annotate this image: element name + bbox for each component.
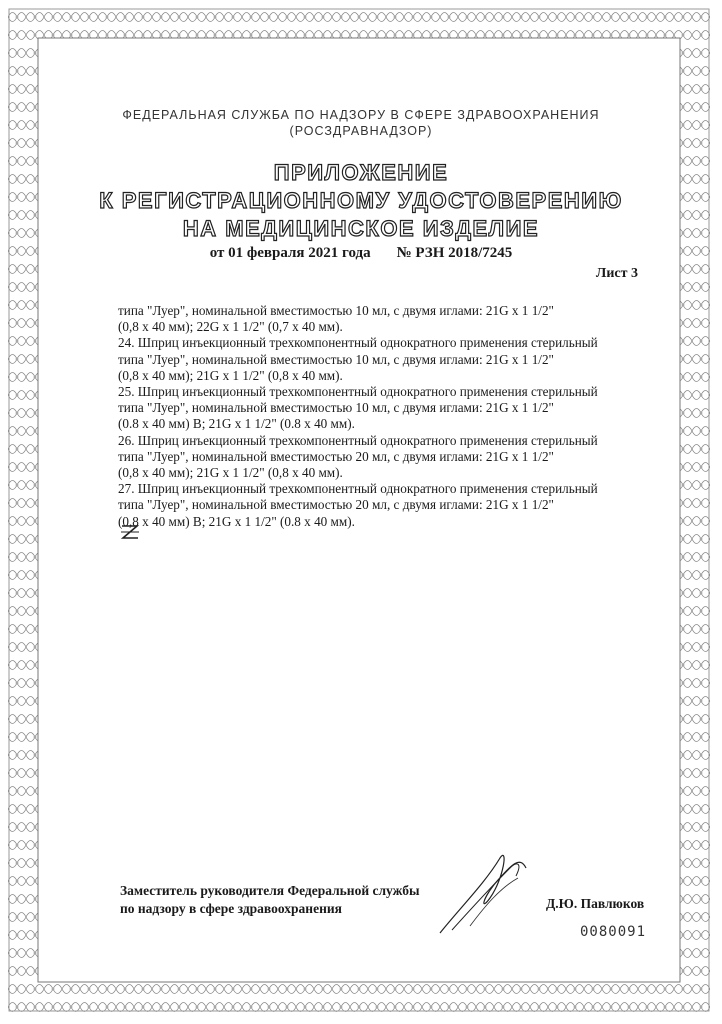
agency-name: ФЕДЕРАЛЬНАЯ СЛУЖБА ПО НАДЗОРУ В СФЕРЕ ЗДРАВООХРАНЕНИЯ: [122, 108, 600, 122]
dateline: [0, 245, 722, 262]
handwritten-signature: [430, 838, 540, 938]
body-line: типа "Луер", номинальной вместимостью 10 мл, с двумя иглами: 21G x 1 1/2": [118, 303, 554, 318]
product-list: [118, 303, 643, 530]
registration-number: № РЗН 2018/7245: [396, 245, 513, 261]
body-line: типа "Луер", номинальной вместимостью 20 мл, с двумя иглами: 21G x 1 1/2": [118, 448, 554, 464]
end-of-text-mark: [119, 522, 141, 544]
document-subtitle-line2: НА МЕДИЦИНСКОЕ ИЗДЕЛИЕ: [182, 216, 540, 241]
body-line: типа "Луер", номинальной вместимостью 10 мл, с двумя иглами: 21G x 1 1/2": [118, 400, 554, 416]
body-line: (0,8 x 40 мм); 21G x 1 1/2" (0,8 x 40 мм).: [118, 465, 343, 481]
body-line: 24. Шприц инъекционный трехкомпонентный однократного применения стерильный: [118, 335, 598, 351]
issue-date: от 01 февраля 2021 года: [209, 245, 371, 261]
body-line: (0.8 x 40 мм) B; 21G x 1 1/2" (0.8 x 40 мм).: [118, 416, 355, 432]
signer-name: Д.Ю. Павлюков: [546, 896, 645, 911]
body-line: 26. Шприц инъекционный трехкомпонентный однократного применения стерильный: [118, 432, 598, 448]
body-line: 27. Шприц инъекционный трехкомпонентный однократного применения стерильный: [118, 481, 598, 497]
body-line: (0,8 x 40 мм); 21G x 1 1/2" (0,8 x 40 мм).: [118, 367, 343, 383]
agency-abbreviation: (РОСЗДРАВНАДЗОР): [289, 124, 433, 138]
sheet-number: Лист 3: [595, 266, 638, 281]
body-line: 25. Шприц инъекционный трехкомпонентный однократного применения стерильный: [118, 384, 598, 400]
serial-number: 0080091: [580, 924, 647, 940]
body-line: типа "Луер", номинальной вместимостью 10 мл, с двумя иглами: 21G x 1 1/2": [118, 351, 554, 367]
body-line: (0,8 x 40 мм); 22G x 1 1/2" (0,7 x 40 мм).: [118, 319, 343, 335]
body-line: типа "Луер", номинальной вместимостью 20 мл, с двумя иглами: 21G x 1 1/2": [118, 497, 554, 513]
signer-title-line2: по надзору в сфере здравоохранения: [120, 901, 342, 916]
signer-title: [120, 882, 420, 918]
signer-title-line1: Заместитель руководителя Федеральной службы: [120, 883, 420, 898]
document-subtitle-line1: К РЕГИСТРАЦИОННОМУ УДОСТОВЕРЕНИЮ: [99, 188, 623, 213]
document-title: ПРИЛОЖЕНИЕ: [273, 160, 449, 185]
body-line: (0,8 x 40 мм) B; 21G x 1 1/2" (0.8 x 40 мм).: [118, 513, 355, 529]
